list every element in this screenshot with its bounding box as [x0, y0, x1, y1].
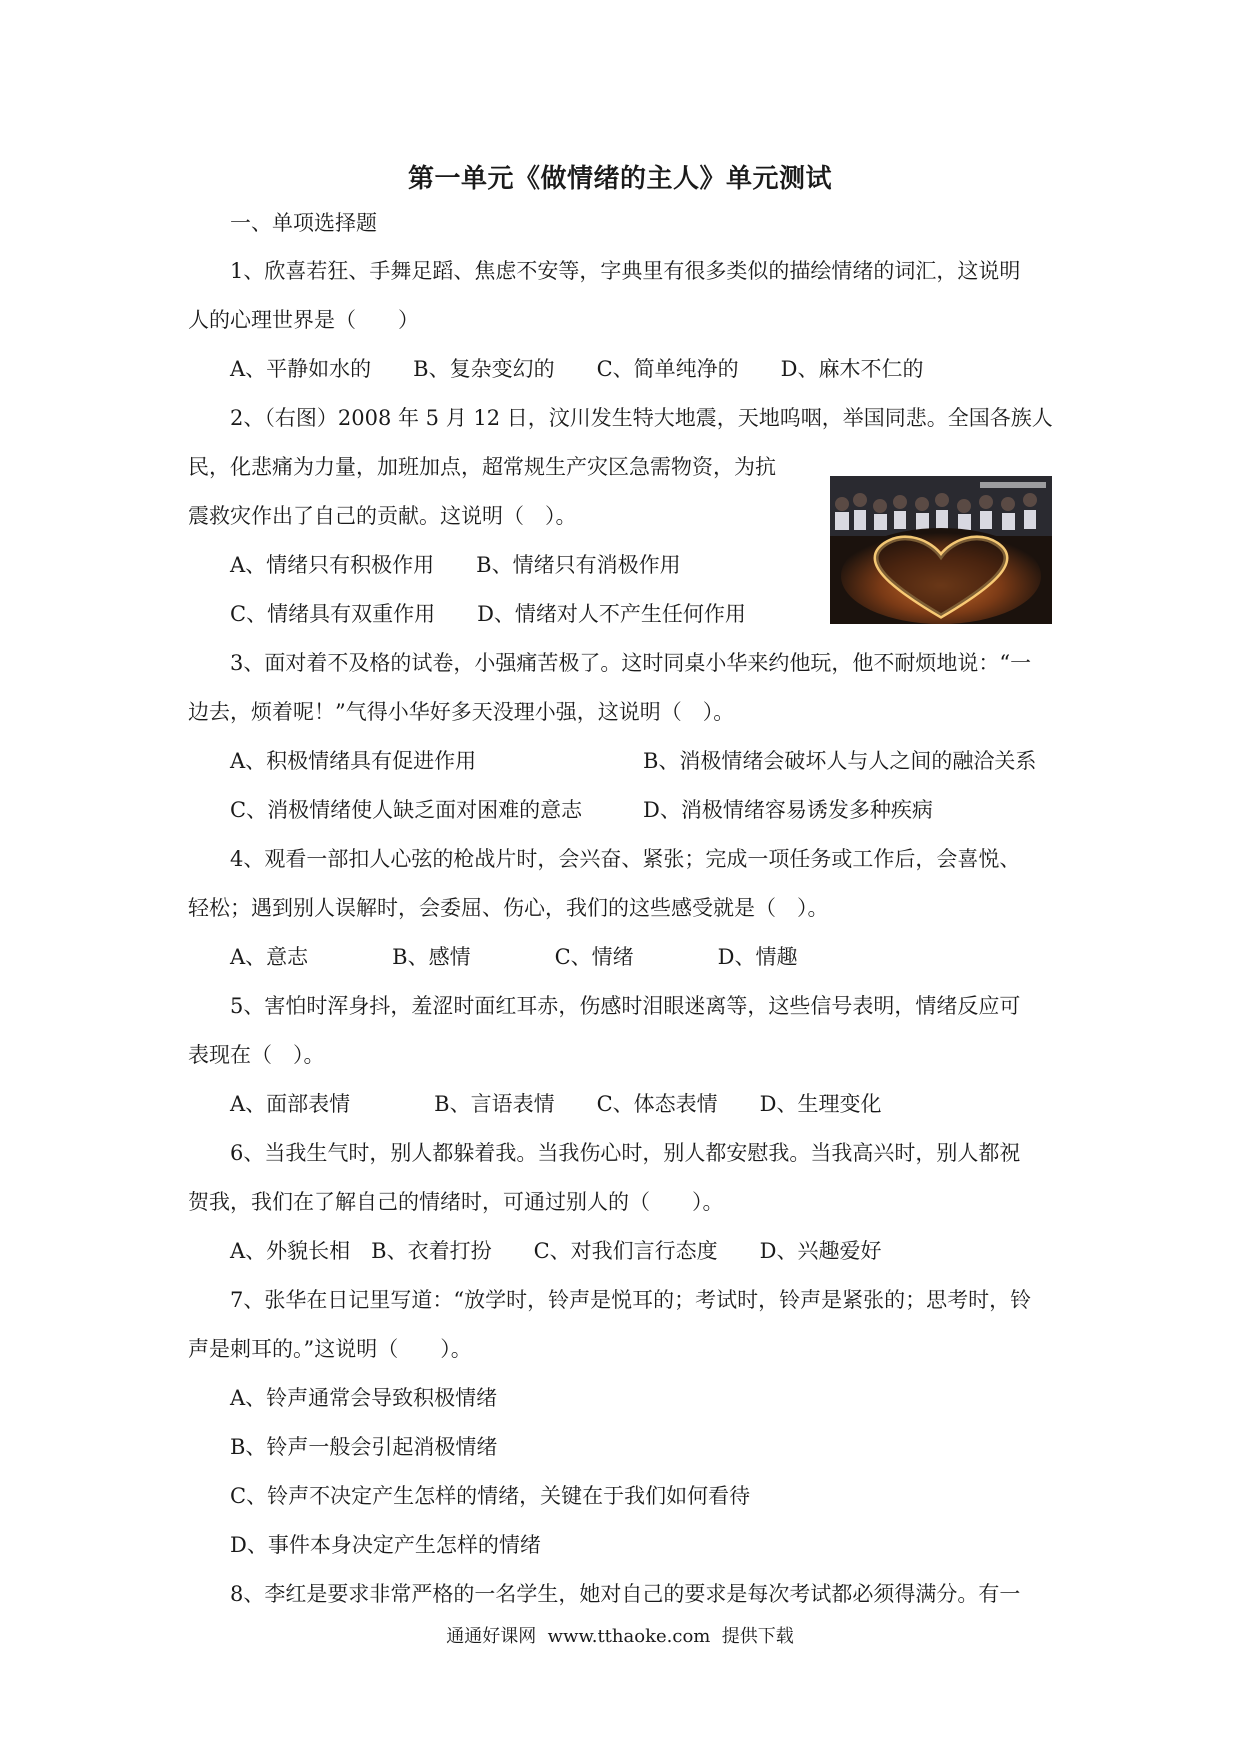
- question-3-option-a: A、积极情绪具有促进作用: [230, 749, 477, 773]
- question-2-options-ab: A、情绪只有积极作用 B、情绪只有消极作用: [230, 553, 681, 577]
- question-1-text-cont: 人的心理世界是（ ）: [188, 308, 419, 332]
- question-2-text: 2、（右图）2008 年 5 月 12 日，汶川发生特大地震，天地呜咽，举国同悲。全国各族人: [230, 406, 1053, 430]
- question-7-text: 7、张华在日记里写道：“放学时，铃声是悦耳的；考试时，铃声是紧张的；思考时，铃: [230, 1288, 1032, 1312]
- question-3-option-c: C、消极情绪使人缺乏面对困难的意志: [230, 798, 583, 822]
- page-footer: 通通好课网 www.tthaoke.com 提供下载: [446, 1626, 794, 1647]
- question-1-options: A、平静如水的 B、复杂变幻的 C、简单纯净的 D、麻木不仁的: [230, 357, 924, 381]
- question-8-text: 8、李红是要求非常严格的一名学生，她对自己的要求是每次考试都必须得满分。有一: [230, 1582, 1021, 1606]
- question-5-text-cont: 表现在（ ）。: [188, 1043, 325, 1067]
- question-7-option-b: B、铃声一般会引起消极情绪: [230, 1435, 498, 1459]
- question-1-text: 1、欣喜若狂、手舞足蹈、焦虑不安等，字典里有很多类似的描绘情绪的词汇，这说明: [230, 259, 1021, 283]
- question-6-options: A、外貌长相 B、衣着打扮 C、对我们言行态度 D、兴趣爱好: [230, 1239, 882, 1263]
- question-7-text-cont: 声是刺耳的。”这说明（ ）。: [188, 1337, 472, 1361]
- question-4-text: 4、观看一部扣人心弦的枪战片时，会兴奋、紧张；完成一项任务或工作后，会喜悦、: [230, 847, 1021, 871]
- question-4-text-cont: 轻松；遇到别人误解时，会委屈、伤心，我们的这些感受就是（ ）。: [188, 896, 829, 920]
- candle-heart-photo: [830, 476, 1052, 624]
- page-title: 第一单元《做情绪的主人》单元测试: [407, 164, 832, 194]
- question-5-options: A、面部表情 B、言语表情 C、体态表情 D、生理变化: [230, 1092, 882, 1116]
- question-3-option-d: D、消极情绪容易诱发多种疾病: [643, 798, 933, 822]
- question-7-option-a: A、铃声通常会导致积极情绪: [230, 1386, 498, 1410]
- section-heading: 一、单项选择题: [230, 211, 377, 235]
- question-6-text: 6、当我生气时，别人都躲着我。当我伤心时，别人都安慰我。当我高兴时，别人都祝: [230, 1141, 1021, 1165]
- question-2-options-cd: C、情绪具有双重作用 D、情绪对人不产生任何作用: [230, 602, 746, 626]
- question-7-option-d: D、事件本身决定产生怎样的情绪: [230, 1533, 541, 1557]
- question-2-text-cont: 民，化悲痛为力量，加班加点，超常规生产灾区急需物资，为抗: [188, 455, 776, 479]
- question-2-text-cont2: 震救灾作出了自己的贡献。这说明（ ）。: [188, 504, 577, 528]
- question-3-option-b: B、消极情绪会破坏人与人之间的融洽关系: [643, 749, 1037, 773]
- question-3-text: 3、面对着不及格的试卷，小强痛苦极了。这时同桌小华来约他玩，他不耐烦地说：“一: [230, 651, 1032, 675]
- question-3-text-cont: 边去，烦着呢！”气得小华好多天没理小强，这说明（ ）。: [188, 700, 735, 724]
- question-5-text: 5、害怕时浑身抖，羞涩时面红耳赤，伤感时泪眼迷离等，这些信号表明，情绪反应可: [230, 994, 1021, 1018]
- question-4-options: A、意志 B、感情 C、情绪 D、情趣: [230, 945, 798, 969]
- question-6-text-cont: 贺我，我们在了解自己的情绪时，可通过别人的（ ）。: [188, 1190, 724, 1214]
- question-7-option-c: C、铃声不决定产生怎样的情绪，关键在于我们如何看待: [230, 1484, 751, 1508]
